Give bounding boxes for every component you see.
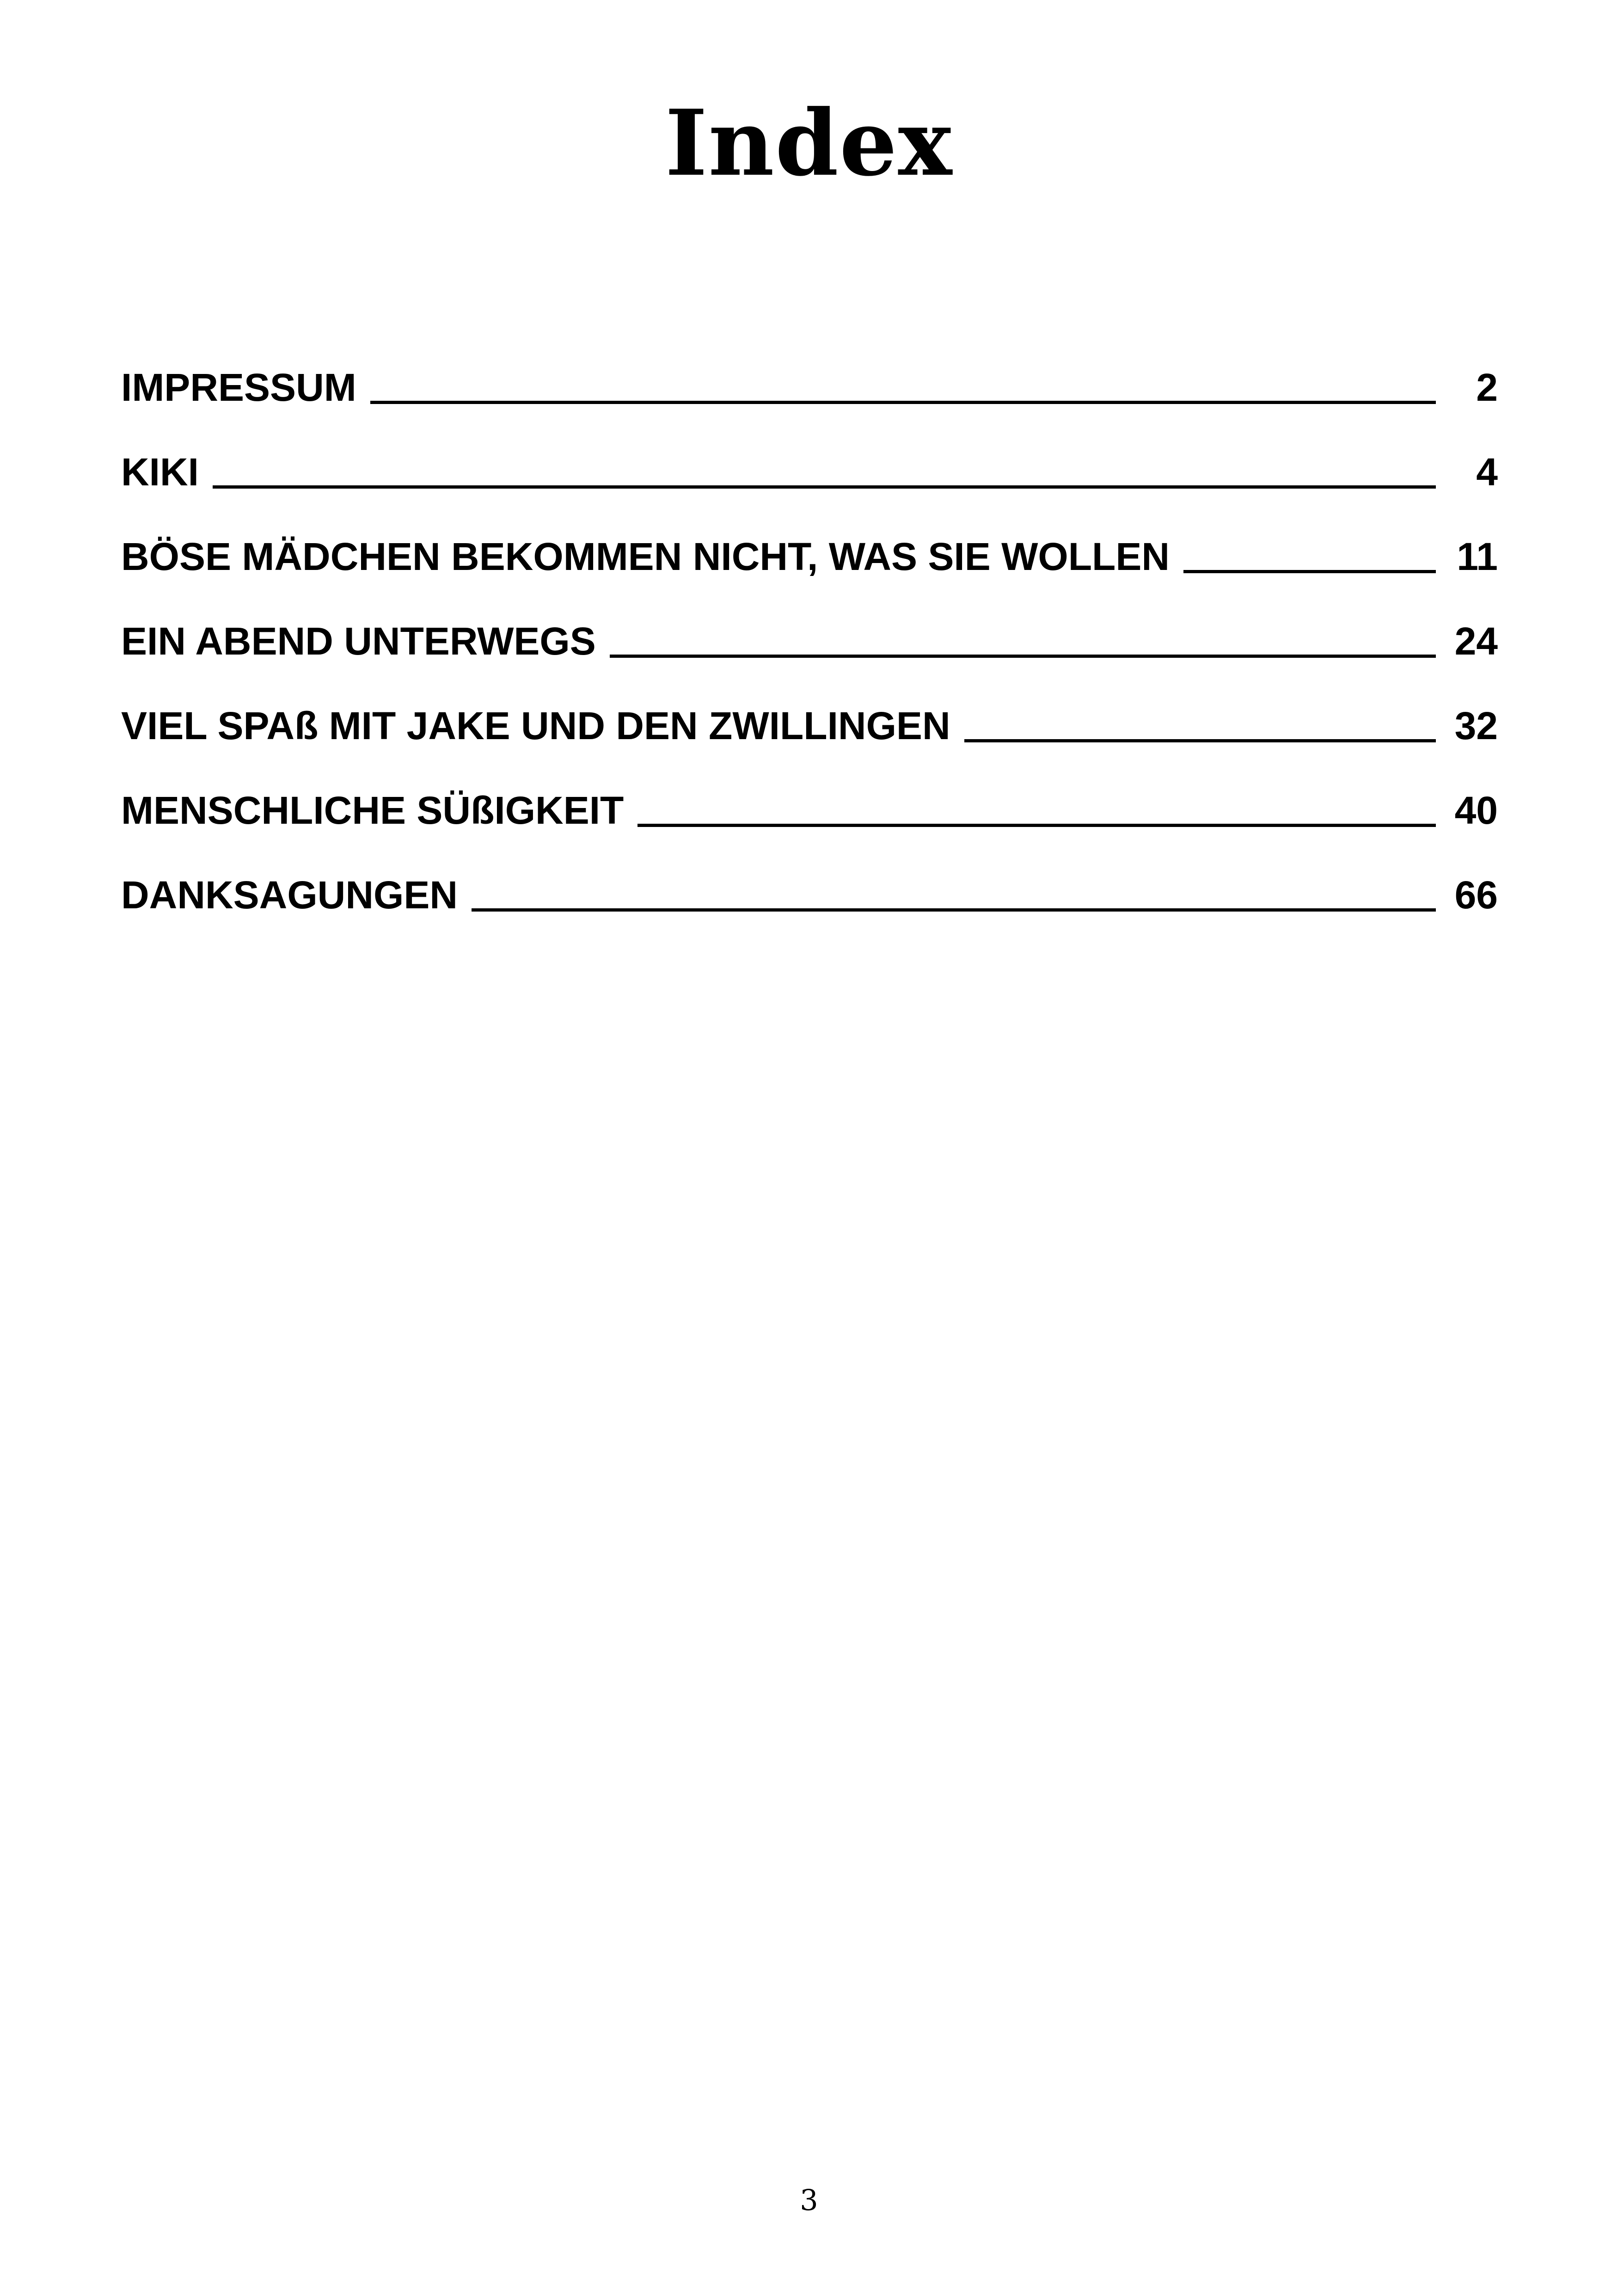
toc-entry-page: 11 <box>1457 535 1498 578</box>
toc-entry-page: 24 <box>1454 619 1498 663</box>
toc-entry-title: VIEL SPAß MIT JAKE UND DEN ZWILLINGEN <box>121 704 950 747</box>
toc-leader-line <box>610 655 1436 658</box>
table-of-contents <box>121 326 1498 918</box>
toc-entry-menschliche-suessigkeit[interactable] <box>121 749 1498 833</box>
toc-entry-impressum[interactable] <box>121 326 1498 410</box>
toc-leader-line <box>637 824 1436 827</box>
toc-entry-page: 32 <box>1454 704 1498 747</box>
toc-leader-line <box>472 908 1436 912</box>
toc-entry-title: MENSCHLICHE SÜßIGKEIT <box>121 789 624 832</box>
toc-entry-kiki[interactable] <box>121 410 1498 495</box>
toc-entry-viel-spass[interactable] <box>121 664 1498 749</box>
toc-leader-line <box>1183 570 1436 573</box>
toc-entry-title: BÖSE MÄDCHEN BEKOMMEN NICHT, WAS SIE WOLLEN <box>121 535 1170 578</box>
toc-entry-title: EIN ABEND UNTERWEGS <box>121 619 596 663</box>
toc-entry-page: 40 <box>1454 789 1498 832</box>
toc-entry-danksagungen[interactable] <box>121 833 1498 918</box>
page-title: Index <box>665 90 953 196</box>
toc-entry-page: 66 <box>1454 873 1498 917</box>
toc-leader-line <box>213 485 1436 489</box>
toc-entry-page: 2 <box>1476 366 1498 409</box>
toc-entry-title: DANKSAGUNGEN <box>121 873 458 917</box>
toc-entry-title: KIKI <box>121 450 199 494</box>
page-number: 3 <box>800 2183 818 2217</box>
toc-entry-boese-maedchen[interactable] <box>121 495 1498 580</box>
toc-entry-ein-abend-unterwegs[interactable] <box>121 580 1498 664</box>
toc-leader-line <box>964 739 1436 742</box>
toc-entry-page: 4 <box>1476 450 1498 494</box>
toc-leader-line <box>370 401 1436 404</box>
toc-entry-title: IMPRESSUM <box>121 366 356 409</box>
